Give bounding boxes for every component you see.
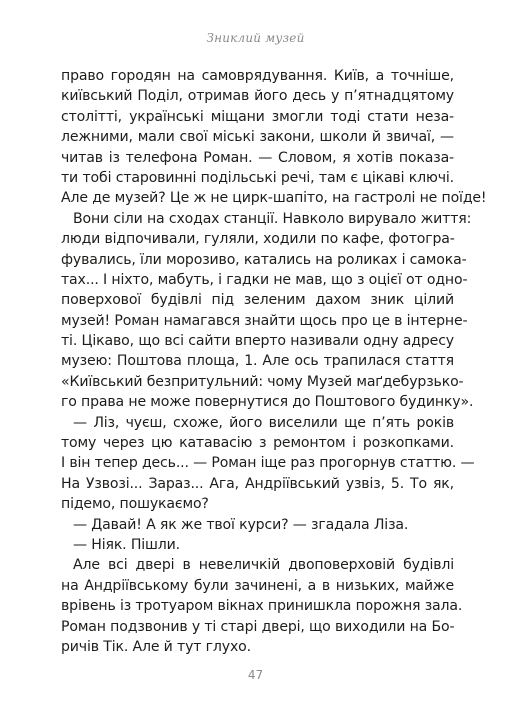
text-line: фувались, їли морозиво, катались на роликах і самока- — [61, 251, 467, 268]
text-line: — Давай! А як же твої курси? — згадала Ліза. — [73, 516, 409, 533]
text-line: Вони сіли на сходах станції. Навколо вирувало життя: — [73, 210, 472, 227]
text-line: Роман подзвонив у ті старі двері, що виходили на Бо- — [61, 618, 455, 635]
text-line: тому через цю катавасію з ремонтом і розкопками. — [61, 435, 454, 452]
text-line: музей! Роман намагався знайти щось про це в інтерне- — [61, 312, 468, 329]
text-line: читав із телефона Роман. — Словом, я хотів показа- — [61, 149, 454, 166]
text-line: столітті, українські міщани змогли тоді стати неза- — [61, 108, 454, 125]
text-line: врівень із тротуаром вікнах принишкла порожня зала. — [61, 598, 463, 615]
text-line: музею: Поштова площа, 1. Але ось трапилася стаття — [61, 353, 454, 370]
text-line: поверхової будівлі під зеленим дахом зник цілий — [61, 292, 454, 309]
text-line: на Андріївському були зачинені, а в низьких, майже — [61, 577, 454, 594]
page-number: 47 — [247, 668, 264, 682]
text-line: ричів Тік. Але й тут глухо. — [61, 638, 251, 655]
text-line: — Ліз, чуєш, схоже, його виселили ще п’ять років — [73, 414, 454, 431]
text-line: І він тепер десь... — Роман іще раз прогорнув статтю. — — [61, 455, 475, 472]
text-line: — Ніяк. Пішли. — [73, 536, 180, 553]
body-text — [61, 66, 487, 657]
text-line: «Київський безпритульний: чому Музей маґдебурзько- — [61, 373, 464, 390]
text-line: го права не може повернутися до Поштового будинку». — [61, 394, 474, 411]
text-line: ті. Цікаво, що всі сайти вперто називали одну адресу — [61, 333, 454, 350]
text-line: лежними, мали свої міські закони, школи й звичаї, — — [61, 129, 454, 146]
text-line: підемо, пошукаємо? — [61, 496, 209, 513]
text-line: Але всі двері в невеличкій двоповерховій будівлі — [73, 557, 454, 574]
text-line: тах... І ніхто, мабуть, і гадки не мав, що з оцієї от одно- — [61, 271, 468, 288]
text-line: київський Поділ, отримав його десь у п’ятнадцятому — [61, 88, 454, 105]
text-line: Але де музей? Це ж не цирк-шапіто, на гастролі не поїде! — [61, 190, 487, 207]
text-line: ти тобі старовинні подільські речі, там є цікаві ключі. — [61, 169, 454, 186]
text-line: право городян на самоврядування. Київ, а точніше, — [61, 68, 454, 84]
text-line: На Узвозі... Зараз... Ага, Андріївський узвіз, 5. То як, — [61, 475, 454, 492]
text-line: люди відпочивали, гуляли, ходили по кафе, фотогра- — [61, 231, 455, 248]
running-header: Зниклий музей — [206, 31, 305, 45]
